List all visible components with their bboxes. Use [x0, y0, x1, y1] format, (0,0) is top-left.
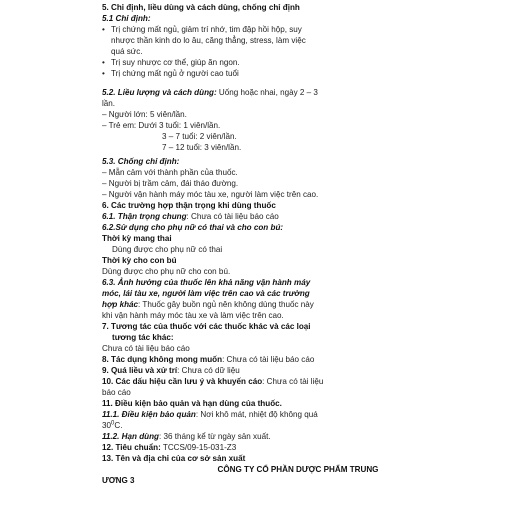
text-run: – Người lớn: 5 viên/lần. [102, 110, 187, 119]
text-run: 5.1 Chỉ định: [102, 14, 151, 23]
text-run: nhược thần kinh do lo âu, căng thẳng, stress, làm việc [111, 36, 306, 45]
text-run: Trị chứng mất ngủ ở người cao tuổi [111, 69, 239, 78]
text-run: : Chưa có dữ liệu [177, 366, 240, 375]
text-run: – Người vận hành máy móc tàu xe, người làm việc trên cao. [102, 190, 319, 199]
text-run: 11.1. Điều kiện bảo quản [102, 410, 196, 419]
text-line [102, 387, 508, 398]
text-line [102, 167, 508, 178]
text-line [102, 409, 508, 420]
text-run: : 36 tháng kể từ ngày sản xuất. [158, 432, 271, 441]
text-line [102, 354, 508, 365]
text-line [102, 211, 508, 222]
text-run: : Thuốc gây buồn ngủ nên không dùng thuốc này [138, 300, 314, 309]
text-run: C. [114, 421, 123, 430]
text-run: Trị chứng mất ngủ, giảm trí nhớ, tim đập hồi hộp, suy [111, 25, 302, 34]
text-run: – Trẻ em: Dưới 3 tuổi: 1 viên/lần. [102, 121, 221, 130]
text-line [102, 87, 508, 98]
text-run: 8. Tác dụng không mong muốn [102, 355, 223, 364]
text-run: 7. Tương tác của thuốc với các thuốc khác và các loại [102, 322, 311, 331]
text-run: Uống hoặc nhai, ngày 2 – 3 [216, 88, 318, 97]
text-line [102, 35, 508, 46]
text-run: 5.3. Chống chỉ định: [102, 157, 180, 166]
text-line [102, 142, 508, 153]
text-line [102, 255, 508, 266]
text-line [102, 431, 508, 442]
text-line [102, 299, 508, 310]
text-line [102, 277, 508, 288]
text-line [102, 57, 508, 68]
text-line [102, 453, 508, 464]
text-line [102, 156, 508, 167]
text-run: – Người bị trầm cảm, đái tháo đường. [102, 179, 239, 188]
text-line [102, 98, 508, 109]
text-line [102, 343, 508, 354]
text-run: quá sức. [111, 47, 143, 56]
text-line [102, 321, 508, 332]
text-run: Thời kỳ mang thai [102, 234, 172, 243]
text-line [102, 178, 508, 189]
text-line [102, 46, 508, 57]
text-run: 13. Tên và địa chỉ của cơ sở sản xuất [102, 454, 246, 463]
text-line [102, 365, 508, 376]
superscript: 0 [111, 420, 115, 427]
text-line [102, 376, 508, 387]
text-line [102, 24, 508, 35]
text-line [102, 68, 508, 79]
text-line [102, 398, 508, 409]
text-run: 10. Các dấu hiệu cần lưu ý và khuyến cáo [102, 377, 263, 386]
text-run: 3 – 7 tuổi: 2 viên/lần. [162, 132, 237, 141]
text-run: : Chưa có tài liệu báo cáo [222, 355, 315, 364]
text-line [102, 288, 508, 299]
text-run: ƯƠNG 3 [102, 476, 135, 485]
text-line [102, 120, 508, 131]
text-run: báo cáo [102, 388, 131, 397]
text-run: 6.1. Thận trọng chung [102, 212, 187, 221]
text-run: Trị suy nhược cơ thể, giúp ăn ngon. [111, 58, 240, 67]
text-line [102, 464, 508, 475]
text-run: 9. Quá liều và xử trí [102, 366, 178, 375]
text-run: : Nơi khô mát, nhiệt độ không quá [195, 410, 318, 419]
text-run: TCCS/09-15-031-Z3 [160, 443, 237, 452]
text-run: Thời kỳ cho con bú [102, 256, 177, 265]
text-line [102, 222, 508, 233]
text-line [102, 13, 508, 24]
text-run: – Mẫn cảm với thành phần của thuốc. [102, 168, 238, 177]
text-line [102, 244, 508, 255]
text-run: Dùng được cho phụ nữ cho con bú. [102, 267, 231, 276]
text-line [102, 233, 508, 244]
text-run: tương tác khác: [112, 333, 174, 342]
text-run: : Chưa có tài liệu [262, 377, 324, 386]
text-line [102, 420, 508, 431]
text-run: 5.2. Liều lượng và cách dùng: [102, 88, 217, 97]
text-line [102, 131, 508, 142]
text-run: 11. Điều kiện bảo quản và hạn dùng của thuốc. [102, 399, 282, 408]
text-run: 11.2. Hạn dùng [102, 432, 159, 441]
text-run: CÔNG TY CỔ PHẦN DƯỢC PHẨM TRUNG [217, 465, 379, 474]
text-run: : Chưa có tài liệu báo cáo [186, 212, 279, 221]
text-run: khi vận hành máy móc tàu xe và làm việc trên cao. [102, 311, 284, 320]
text-line [102, 442, 508, 453]
text-line [102, 200, 508, 211]
text-line [102, 189, 508, 200]
text-line [102, 332, 508, 343]
text-line [102, 2, 508, 13]
text-line [102, 310, 508, 321]
text-run: 6.2.Sử dụng cho phụ nữ có thai và cho con bú: [102, 223, 284, 232]
text-run: lần. [102, 99, 116, 108]
text-run: 6. Các trường hợp thận trọng khi dùng thuốc [102, 201, 276, 210]
text-run: móc, lái tàu xe, người làm việc trên cao và các trường [102, 289, 310, 298]
text-line [102, 475, 508, 486]
text-run: hợp khác [102, 300, 139, 309]
text-run: Dùng được cho phụ nữ có thai [112, 245, 223, 254]
text-run: 5. Chỉ định, liều dùng và cách dùng, chống chỉ định [102, 3, 300, 12]
text-run: 6.3. Ảnh hưởng của thuốc lên khả năng vận hành máy [102, 278, 311, 287]
text-line [102, 266, 508, 277]
text-run: 7 – 12 tuổi: 3 viên/lần. [162, 143, 242, 152]
text-run: 12. Tiêu chuẩn: [102, 443, 161, 452]
text-run: Chưa có tài liệu báo cáo [102, 344, 190, 353]
text-run: 30 [102, 421, 112, 430]
text-line [102, 109, 508, 120]
spacer [102, 79, 508, 87]
